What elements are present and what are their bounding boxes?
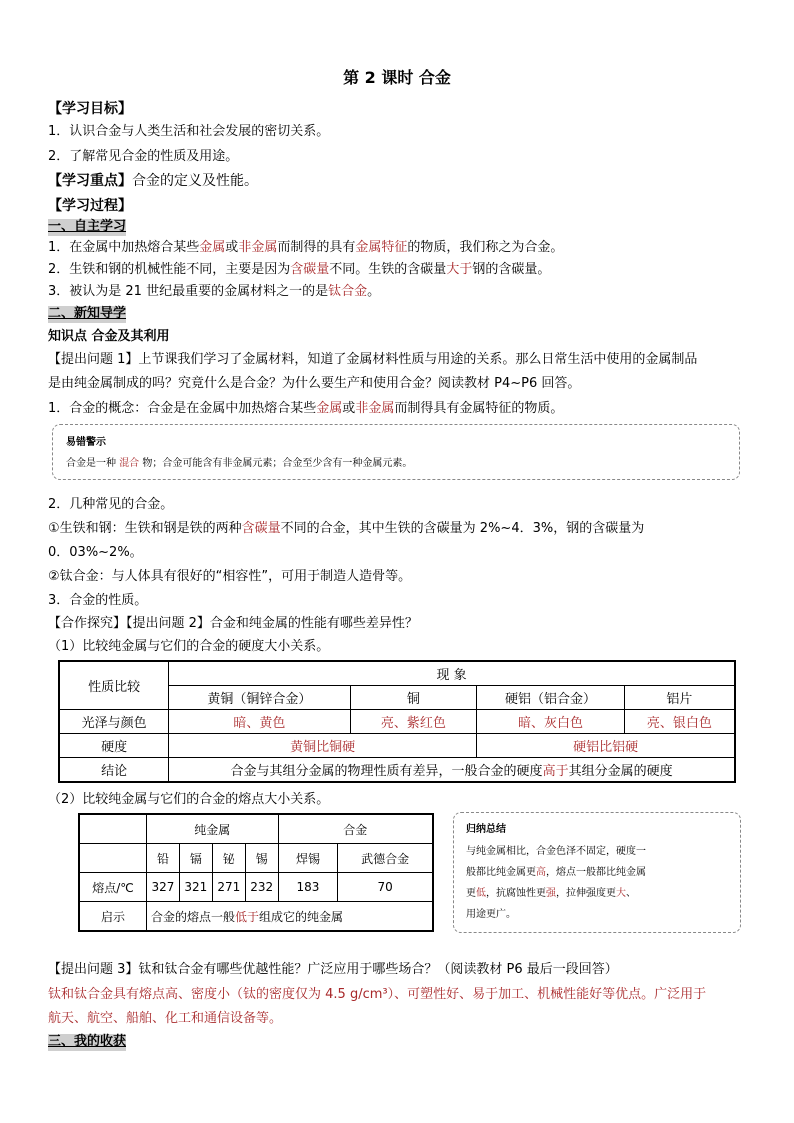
table-cell: 镉 <box>179 844 212 873</box>
section-1-heading: 一、自主学习 <box>48 219 127 234</box>
question-2: 【合作探究】【提出问题 2】合金和纯金属的性能有哪些差异性？ <box>48 616 418 631</box>
text: 而制得具有金属特征的物质。 <box>394 401 564 416</box>
table-cell: 结论 <box>59 758 169 783</box>
melting-point-table <box>78 813 434 932</box>
summary-title: 归纳总结 <box>466 824 506 835</box>
table-cell: 黄铜（铜锌合金） <box>169 686 350 710</box>
goals-heading: 【学习目标】 <box>48 101 132 117</box>
text: 合金是一种 <box>66 458 120 469</box>
table-cell: 硬度 <box>59 734 169 758</box>
table-row <box>79 844 433 873</box>
summary-line-2 <box>466 866 646 879</box>
table-cell: 232 <box>245 873 278 902</box>
table-row <box>59 661 735 686</box>
alloy-properties: 3．合金的性质。 <box>48 593 148 608</box>
summary-line-4: 用途更广。 <box>466 909 516 920</box>
table-cell: 亮、银白色 <box>624 710 735 734</box>
table-cell: 327 <box>147 873 180 902</box>
table-row <box>59 734 735 758</box>
titanium-alloy: ②钛合金：与人体具有很好的“相容性”，可用于制造人造骨等。 <box>48 569 412 584</box>
table-cell: 熔点/℃ <box>79 873 147 902</box>
table-cell: 黄铜比铜硬 <box>169 734 477 758</box>
answer: 非金属 <box>355 401 395 416</box>
focus-text: 合金的定义及性能。 <box>132 173 258 189</box>
table-cell: 武德合金 <box>338 844 433 873</box>
alloy-definition <box>48 401 563 418</box>
table-row <box>79 814 433 844</box>
iron-steel-line-2: 0．03%~2%。 <box>48 545 143 560</box>
table-row <box>79 902 433 932</box>
table-cell: 321 <box>179 873 212 902</box>
table-cell: 启示 <box>79 902 147 932</box>
answer: 高于 <box>542 764 569 779</box>
table-cell: 183 <box>278 873 338 902</box>
goal-2: 2．了解常见合金的性质及用途。 <box>48 149 239 164</box>
page-title: 第 2 课时 合金 <box>343 68 451 87</box>
text: 不同。生铁的含碳量 <box>329 262 447 277</box>
goal-1: 1．认识合金与人类生活和社会发展的密切关系。 <box>48 124 330 139</box>
text: ，抗腐蚀性更 <box>486 888 546 899</box>
summary-line-3 <box>466 887 636 900</box>
question-1-line-2: 是由纯金属制成的吗？究竟什么是合金？为什么要生产和使用合金？阅读教材 P4~P6 回答。 <box>48 376 581 391</box>
answer: 高 <box>536 867 546 878</box>
text: 或 <box>225 240 239 255</box>
section-2-heading: 二、新知导学 <box>48 306 127 321</box>
text: 物；合金可能含有非金属元素；合金至少含有一种金属元素。 <box>139 458 413 469</box>
table-cell <box>147 902 434 932</box>
table-row <box>79 873 433 902</box>
summary-line-1: 与纯金属相比，合金色泽不固定，硬度一 <box>466 846 646 857</box>
question-1-line-1: 【提出问题 1】上节课我们学习了金属材料，知道了金属材料性质与用途的关系。那么日常生活中使用的金属制品 <box>48 352 698 367</box>
answer: 低 <box>476 888 486 899</box>
answer: 低于 <box>235 909 260 924</box>
text: ，熔点一般都比纯金属 <box>546 867 646 878</box>
text: 合金的熔点一般 <box>151 909 236 924</box>
process-heading: 【学习过程】 <box>48 198 132 214</box>
table-cell: 271 <box>212 873 245 902</box>
answer: 含碳量 <box>241 521 281 536</box>
warning-box <box>52 424 740 480</box>
focus-label: 【学习重点】 <box>48 173 132 189</box>
table-cell: 铝片 <box>624 686 735 710</box>
text: 1．合金的概念：合金是在金属中加热熔合某些 <box>48 401 317 416</box>
table-cell: 暗、灰白色 <box>477 710 625 734</box>
text: 1．在金属中加热熔合某些 <box>48 240 200 255</box>
answer: 混合 <box>119 458 140 469</box>
text: 组成它的纯金属 <box>259 909 344 924</box>
text: 更 <box>466 888 476 899</box>
text: 、 <box>626 888 636 899</box>
text: 的物质，我们称之为合金。 <box>407 240 564 255</box>
text: 不同的合金，其中生铁的含碳量为 2%~4．3%，钢的含碳量为 <box>280 521 645 536</box>
text: 2．生铁和钢的机械性能不同，主要是因为 <box>48 262 291 277</box>
self-study-1 <box>48 240 563 257</box>
answer: 金属 <box>316 401 343 416</box>
table-cell <box>79 814 147 844</box>
table-row <box>59 710 735 734</box>
answer: 金属特征 <box>355 240 408 255</box>
answer: 大 <box>616 888 626 899</box>
text: 3．被认为是 21 世纪最重要的金属材料之一的是 <box>48 284 329 299</box>
table-cell: 硬铝比铝硬 <box>477 734 735 758</box>
table-cell: 焊锡 <box>278 844 338 873</box>
text: 钢的含碳量。 <box>472 262 551 277</box>
text: 或 <box>342 401 356 416</box>
answer: 金属 <box>199 240 226 255</box>
table-cell: 纯金属 <box>147 814 279 844</box>
answer: 非金属 <box>238 240 278 255</box>
answer: 钛合金 <box>328 284 368 299</box>
table-cell: 暗、黄色 <box>169 710 350 734</box>
answer: 大于 <box>446 262 473 277</box>
question-3: 【提出问题 3】钛和钛合金有哪些优越性能？广泛应用于哪些场合？（阅读教材 P6 最后一段回答） <box>48 962 618 977</box>
table-cell <box>169 758 735 783</box>
table-cell: 70 <box>338 873 433 902</box>
iron-steel-line-1 <box>48 521 644 538</box>
part-2: （2）比较纯金属与它们的合金的熔点大小关系。 <box>48 792 330 807</box>
common-alloys: 2．几种常见的合金。 <box>48 497 174 512</box>
hardness-table <box>58 660 736 783</box>
table-cell: 现 象 <box>169 661 735 686</box>
text: 其组分金属的硬度 <box>568 764 673 779</box>
self-study-3 <box>48 284 380 301</box>
table-cell: 铅 <box>147 844 180 873</box>
answer: 强 <box>546 888 556 899</box>
table-cell: 铋 <box>212 844 245 873</box>
warning-title: 易错警示 <box>66 437 106 448</box>
self-study-2 <box>48 262 550 279</box>
text: 。 <box>367 284 381 299</box>
text: 而制得的具有 <box>277 240 356 255</box>
section-3-heading: 三、我的收获 <box>48 1034 127 1049</box>
answer-3-line-2: 航天、航空、船舶、化工和通信设备等。 <box>48 1011 283 1026</box>
text: 般都比纯金属更 <box>466 867 536 878</box>
part-1: （1）比较纯金属与它们的合金的硬度大小关系。 <box>48 639 330 654</box>
table-cell: 光泽与颜色 <box>59 710 169 734</box>
table-cell: 锡 <box>245 844 278 873</box>
focus-line <box>48 172 258 190</box>
text: ，拉伸强度更 <box>556 888 616 899</box>
warning-text <box>66 457 412 470</box>
table-cell: 铜 <box>350 686 477 710</box>
text: 合金与其组分金属的物理性质有差异，一般合金的硬度 <box>230 764 543 779</box>
answer-3-line-1: 钛和钛合金具有熔点高、密度小（钛的密度仅为 4.5 g/cm³）、可塑性好、易于加工、机械性能好等优点。广泛用于 <box>48 987 707 1002</box>
table-cell <box>79 844 147 873</box>
table-cell: 硬铝（铝合金） <box>477 686 625 710</box>
table-row <box>59 758 735 783</box>
table-cell: 性质比较 <box>59 661 169 710</box>
table-cell: 亮、紫红色 <box>350 710 477 734</box>
text: ①生铁和钢：生铁和钢是铁的两种 <box>48 521 242 536</box>
table-cell: 合金 <box>278 814 433 844</box>
knowledge-point: 知识点 合金及其利用 <box>48 329 170 344</box>
answer: 含碳量 <box>290 262 330 277</box>
